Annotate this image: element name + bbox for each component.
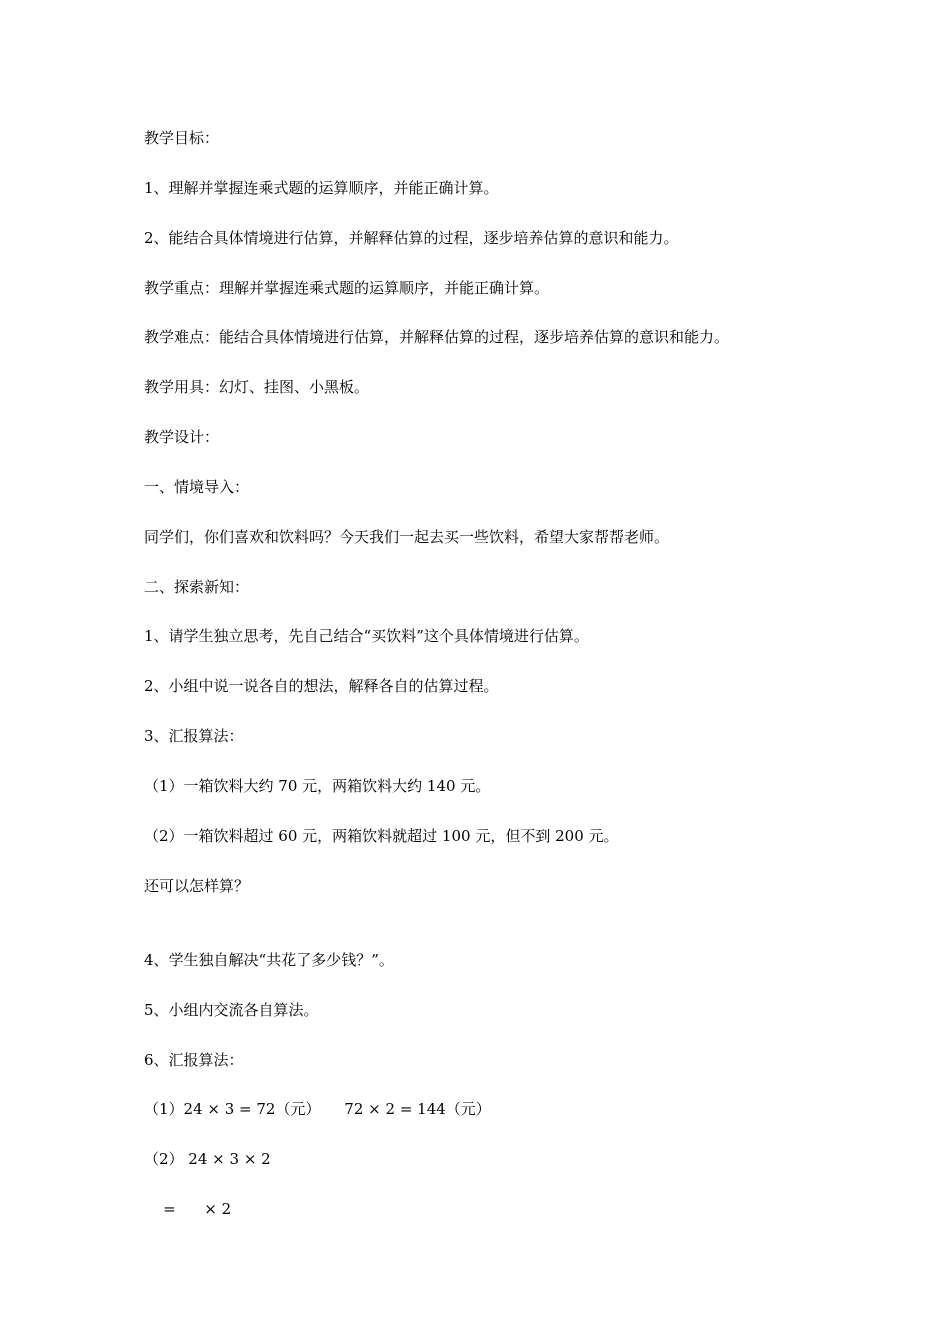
- teaching-difficulty: 教学难点：能结合具体情境进行估算，并解释估算的过程，逐步培养估算的意识和能力。: [144, 328, 730, 346]
- calculation-2-step: = × 2: [144, 1200, 232, 1218]
- question-other-ways: 还可以怎样算？: [144, 877, 250, 895]
- calculation-1: （1）24 × 3 = 72（元） 72 × 2 = 144（元）: [144, 1100, 491, 1118]
- calculation-2: （2） 24 × 3 × 2: [144, 1150, 271, 1168]
- step-6: 6、汇报算法：: [144, 1051, 244, 1069]
- goal-item-2: 2、能结合具体情境进行估算，并解释估算的过程，逐步培养估算的意识和能力。: [144, 229, 679, 247]
- section-2-title: 二、探索新知：: [144, 578, 250, 596]
- step-4: 4、学生独自解决“共花了多少钱？”。: [144, 951, 394, 969]
- heading-teaching-goals: 教学目标：: [144, 129, 220, 147]
- teaching-key-point: 教学重点：理解并掌握连乘式题的运算顺序，并能正确计算。: [144, 279, 550, 297]
- goal-item-1: 1、理解并掌握连乘式题的运算顺序，并能正确计算。: [144, 179, 499, 197]
- heading-teaching-design: 教学设计：: [144, 428, 220, 446]
- step-2: 2、小组中说一说各自的想法，解释各自的估算过程。: [144, 677, 499, 695]
- method-2: （2）一箱饮料超过 60 元，两箱饮料就超过 100 元，但不到 200 元。: [144, 827, 619, 845]
- intro-paragraph: 同学们，你们喜欢和饮料吗？今天我们一起去买一些饮料，希望大家帮帮老师。: [144, 528, 670, 546]
- step-3: 3、汇报算法：: [144, 727, 244, 745]
- step-5: 5、小组内交流各自算法。: [144, 1001, 319, 1019]
- teaching-tools: 教学用具：幻灯、挂图、小黑板。: [144, 378, 370, 396]
- section-1-title: 一、情境导入：: [144, 478, 250, 496]
- method-1: （1）一箱饮料大约 70 元，两箱饮料大约 140 元。: [144, 777, 491, 795]
- step-1: 1、请学生独立思考，先自己结合“买饮料”这个具体情境进行估算。: [144, 627, 589, 645]
